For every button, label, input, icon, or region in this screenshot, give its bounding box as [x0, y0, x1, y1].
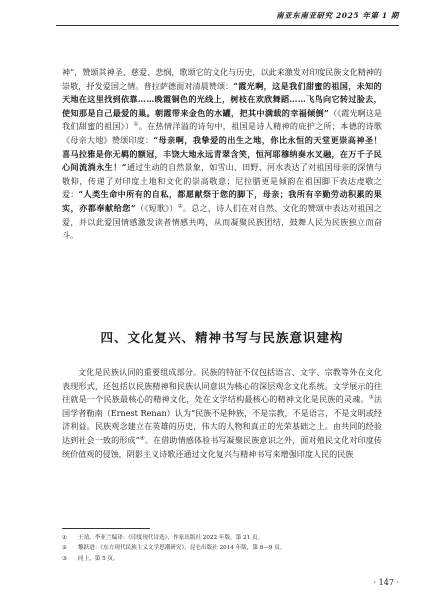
footnote-text: 黎跃进：《东方现代民族主义文学思潮研究》，昆仑出版社 2014 年版，第 8—9 页。 — [78, 545, 286, 552]
body-text-run: （《霞光啊这是我们甜蜜的祖国》） — [62, 107, 383, 132]
body-text-run: 。总之，诗人们在对自然、文化的赞颂中表达对祖国之爱，并以此爱国情感激发读者情感共鸣，从而凝聚民族团结，鼓舞人民为民族独立而奋斗。 — [62, 202, 383, 241]
body-text-run: 通过生动的自然景象，如雪山、田野、河水表达了对祖国母亲的深情与敬仰，传递了对印度土地和文化的崇高敬意；尼拉腊更是倾韵在祖国脚下表达虔敬之爱： — [62, 162, 382, 200]
header-rule — [56, 25, 399, 26]
poem-quote: “人类生命中所有的自私，都愿献祭于您的脚下，母亲；我所有辛勤劳动积累的果实，亦都奉献给您” — [62, 189, 382, 213]
paragraph-1 — [62, 66, 382, 243]
footnote-marker: ② — [177, 203, 183, 210]
body-text-top — [62, 66, 382, 243]
footnote-text: 王靖、李亚兰编译：《印度现代诗选》，作家出版社 2022 年版，第 21 页。 — [78, 535, 264, 541]
page-number: · 147 · — [373, 578, 399, 587]
footnote-number: ② — [62, 545, 68, 552]
poem-quote: “霞光啊，这是我们甜蜜的祖国，未知的天地在这里找到依靠……晚霞铜色的光线上，树枝在欢欣舞蹈……飞鸟向它转过脸去，使知那是自己最爱的巢。朝霞带来金色的水罐，把其中满载的幸福倾倒” — [62, 80, 382, 118]
body-text-run: （《短歌》） — [135, 202, 178, 213]
footnote-marker: ④ — [139, 435, 145, 442]
running-header: 南亚东南亚研究 2025 年第 1 期 — [276, 11, 399, 20]
body-text-bottom — [62, 366, 382, 461]
footnote-3 — [62, 554, 382, 564]
poem-quote: “母亲啊，我挚爱的出生之地，你比永恒的天堂更崇高神圣！喜马拉雅是你无羁的额冠，丰饶大地永远青翠含笑，恒河耶穆纳奏水叉融，在万千子民心间流淌永生！” — [62, 134, 382, 173]
footnote-number: ① — [62, 535, 68, 541]
body-text-run: 。在借助情感体验书写凝聚民族意识之外，面对殖民文化对印度传统价值观的侵蚀，阴影主义诗歌还通过文化复兴与精神书写来增强印度人民的民族 — [62, 434, 382, 459]
body-text-run: 。在热情洋溢的诗句中，祖国是诗人精神的庇护之所；本德的诗歌《母亲大地》赞颂印度： — [62, 121, 382, 145]
footnote-2 — [62, 543, 382, 553]
footnote-1 — [62, 533, 382, 543]
footnote-marker: ③ — [368, 394, 374, 401]
section-heading: 四、文化复兴、精神书写与民族意识建构 — [100, 330, 344, 345]
paragraph-2 — [62, 366, 382, 461]
footnote-number: ③ — [62, 555, 68, 562]
body-text-run: 神”，赞颂其神圣、慈爱、悲悯，歌颂它的文化与历史，以此来激发对印度民族文化精神的崇敬，抒发爱国之情。普拉萨德面对清晨赞颂： — [62, 67, 382, 91]
footnote-rule — [62, 528, 150, 529]
body-text-run: 文化是民族认同的重要组成部分。民族的特征不仅包括语言、文字、宗教等外在文化表现形式，还包括以民族精神和民族认同意识为核心的深层观念文化系统。文学展示的往往就是一个民族最核心的精神文化，处在文学结构最核心的精神文化是民族的灵魂。 — [62, 367, 382, 405]
footnote-marker: ① — [133, 121, 139, 128]
footnotes — [62, 533, 382, 564]
body-text-run: 法国学者勒南（Ernest Renan）认为“民族不是种族，不是宗教，不是语言，不是文明或经济利益。民族观念建立在英雄的历史，伟大的人物和真正的光荣基础之上。由共同的经验达到社会一致的形成” — [62, 394, 382, 445]
footnote-text: 同上，第 5 页。 — [78, 555, 119, 562]
